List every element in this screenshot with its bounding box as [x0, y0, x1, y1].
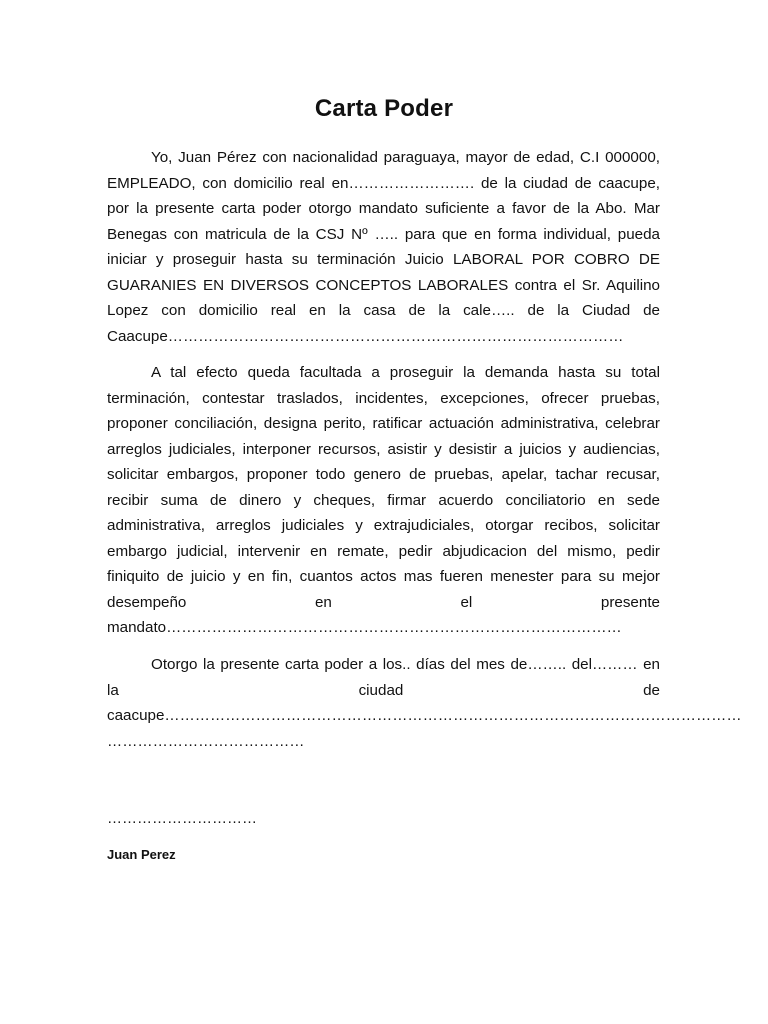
- paragraph-faculties: [107, 360, 660, 641]
- paragraph-mandate: [107, 145, 660, 349]
- paragraph-date-place-body: [107, 652, 660, 703]
- signature-line: …………………………: [107, 810, 257, 827]
- paragraph-faculties-end: mandato………………………………………………………………………………: [107, 619, 622, 636]
- document-title: Carta Poder: [314, 95, 454, 122]
- paragraph-faculties-text: A tal efecto queda facultada a proseguir la demanda hasta su total terminación, contestar traslados, incidentes, excepciones, ofrecer pruebas, proponer conciliación, designa perito, ratificar actuación administrativa, celebrar arreglos judiciales, interponer recursos, asistir y desistir a juicios y audiencias, solicitar embargos, proponer todo genero de pruebas, apelar, tachar recusar, recibir suma de dinero y cheques, firmar acuerdo conciliatorio en sede administrativa, arreglos judiciales y extrajudiciales, otorgar recibos, solicitar embargo judicial, intervenir en remate, pedir abjudicacion del mismo, pedir finiquito de juicio y en fin, cuantos actos mas fueren menester para su mejor desempeño en el presente: [107, 364, 660, 611]
- paragraph-date-place: [107, 652, 742, 754]
- paragraph-faculties-body: [107, 360, 660, 615]
- paragraph-date-place-dots: …………………………………: [107, 732, 305, 750]
- signature-name: Juan Perez: [107, 847, 176, 862]
- paragraph-date-place-text: Otorgo la presente carta poder a los.. días del mes de…….. del……… en la ciudad de: [107, 656, 660, 699]
- paragraph-mandate-text: Yo, Juan Pérez con nacionalidad paraguaya, mayor de edad, C.I 000000, EMPLEADO, con domicilio real en……………………. de la ciudad de caacupe, por la presente carta poder otorgo mandato suficiente a favor de la Abo. Mar Benegas con matricula de la CSJ Nº ….. para que en forma individual, pueda iniciar y proseguir hasta su terminación Juicio LABORAL POR COBRO DE GUARANIES EN DIVERSOS CONCEPTOS LABORALES contra el Sr. Aquilino Lopez con domicilio real en la casa de la cale….. de la Ciudad de Caacupe………………………………………………………………………………: [107, 149, 660, 345]
- paragraph-date-place-city: caacupe……………………………………………………………………………………………………: [107, 707, 742, 724]
